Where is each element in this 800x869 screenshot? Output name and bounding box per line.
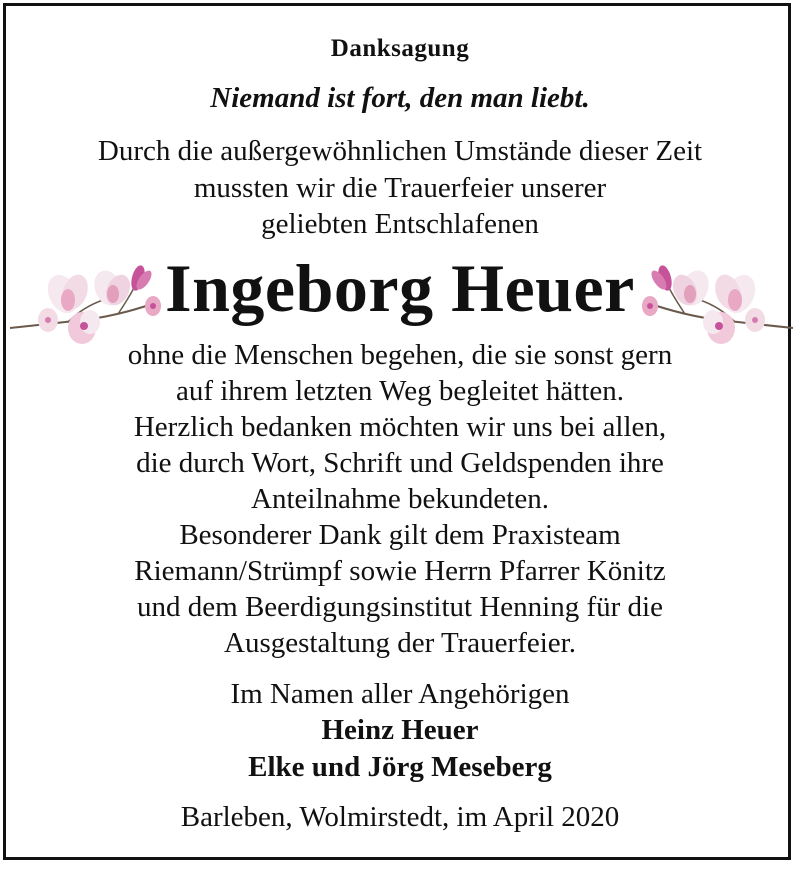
body-line: auf ihrem letzten Weg begleitet hätten. — [175, 375, 625, 407]
body-line: Herzlich bedanken möchten wir uns bei allen, — [133, 411, 667, 443]
body-line: ohne die Menschen begehen, die sie sonst gern — [127, 339, 673, 371]
body-line: Besonderer Dank gilt dem Praxisteam — [179, 519, 621, 551]
notice-heading: Danksagung — [330, 35, 470, 62]
place-date: Barleben, Wolmirstedt, im April 2020 — [180, 801, 620, 833]
intro-line: Durch die außergewöhnlichen Umstände dieser Zeit — [97, 135, 703, 167]
signature-intro: Im Namen aller Angehörigen — [230, 678, 570, 710]
body-line: Ausgestaltung der Trauerfeier. — [224, 627, 576, 659]
body-line: Riemann/Strümpf sowie Herrn Pfarrer Könitz — [134, 555, 666, 587]
signature-name: Elke und Jörg Meseberg — [248, 751, 552, 783]
signature-name: Heinz Heuer — [321, 714, 479, 746]
body-line: Anteilnahme bekundeten. — [251, 483, 549, 515]
body-line: die durch Wort, Schrift und Geldspenden ihre — [136, 447, 664, 479]
body-line: und dem Beerdigungsinstitut Henning für die — [137, 591, 663, 623]
intro-line: mussten wir die Trauerfeier unserer — [193, 172, 607, 204]
deceased-name: Ingeborg Heuer — [165, 250, 635, 326]
intro-line: geliebten Entschlafenen — [261, 208, 539, 240]
motto: Niemand ist fort, den man liebt. — [210, 82, 590, 114]
